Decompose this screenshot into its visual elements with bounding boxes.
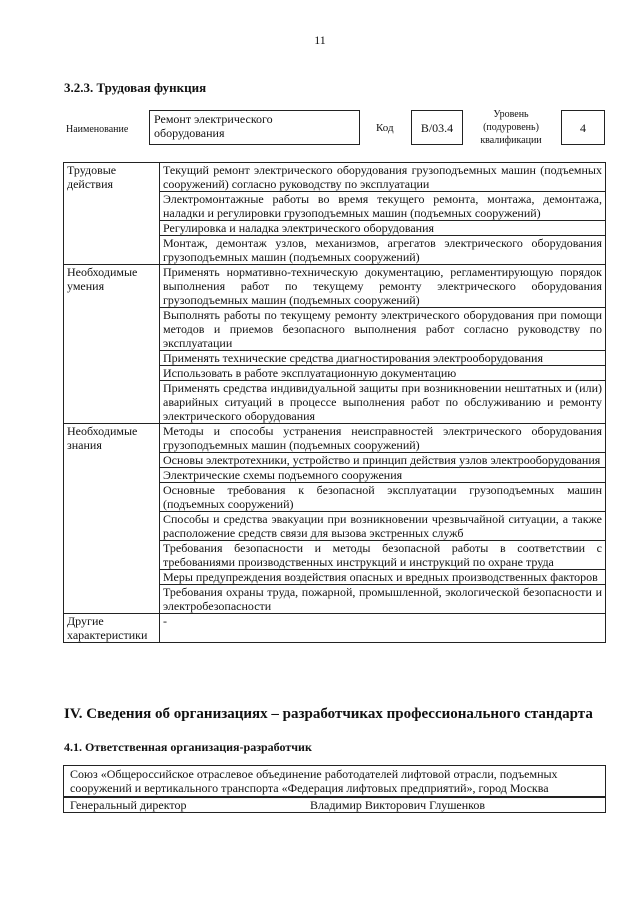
skills-label-cell — [64, 265, 160, 424]
level-value-box — [561, 110, 605, 145]
knowledge-item: Основные требования к безопасной эксплуатации грузоподъемных машин (подъемных сооружений) — [160, 483, 606, 512]
function-name-line1: Ремонт электрического — [154, 112, 273, 126]
level-label-line2: (подуровень) — [483, 122, 539, 133]
level-label-line1: Уровень — [493, 109, 529, 120]
skill-item: Применять средства индивидуальной защиты при возникновении нештатных и (или) аварийных ситуаций в процессе выполнения работ по обслуживанию и ремонту электрического оборудования — [160, 381, 606, 424]
action-item: Текущий ремонт электрического оборудования грузоподъемных машин (подъемных сооружений) согласно руководству по эксплуатации — [160, 163, 606, 192]
skill-item: Использовать в работе эксплуатационную документацию — [160, 366, 606, 381]
function-name-line2: оборудования — [154, 126, 225, 140]
table-row — [64, 614, 606, 643]
table-row — [64, 424, 606, 453]
skill-item: Применять технические средства диагностирования электрооборудования — [160, 351, 606, 366]
knowledge-item: Меры предупреждения воздействия опасных и вредных производственных факторов — [160, 570, 606, 585]
page-number: 11 — [314, 33, 326, 47]
signer-name: Владимир Викторович Глушенков — [310, 798, 486, 812]
name-label: Наименование — [66, 124, 129, 135]
signer-row — [63, 797, 606, 813]
level-label — [472, 108, 550, 147]
code-label: Код — [376, 122, 394, 134]
skill-item: Применять нормативно-техническую документацию, регламентирующую порядок выполнения работ по текущему ремонту электрического оборудования грузоподъемных машин (подъемных сооружений) — [160, 265, 606, 308]
action-item: Монтаж, демонтаж узлов, механизмов, агрегатов электрического оборудования грузоподъемных машин (подъемных сооружений) — [160, 236, 606, 265]
knowledge-label-line2: знания — [67, 438, 102, 452]
knowledge-label-cell — [64, 424, 160, 614]
actions-label-line2: действия — [67, 177, 114, 191]
code-value: B/03.4 — [420, 120, 454, 135]
labor-function-table — [63, 162, 606, 643]
knowledge-item: Методы и способы устранения неисправностей электрического оборудования грузоподъемных машин (подъемных сооружений) — [160, 424, 606, 453]
section-heading-iv: IV. Сведения об организациях – разработчиках профессионального стандарта — [64, 706, 593, 722]
table-row — [64, 163, 606, 192]
knowledge-item: Требования безопасности и методы безопасной работы в соответствии с требованиями производственных инструкций и инструкций по охране труда — [160, 541, 606, 570]
actions-label-cell — [64, 163, 160, 265]
knowledge-item: Способы и средства эвакуации при возникновении чрезвычайной ситуации, а также расположение средств связи для вызова экстренных служб — [160, 512, 606, 541]
action-item: Регулировка и наладка электрического оборудования — [160, 221, 606, 236]
level-label-line3: квалификации — [480, 135, 542, 146]
skills-label-line2: умения — [67, 279, 105, 293]
other-label-line1: Другие — [67, 614, 104, 628]
knowledge-item: Требования охраны труда, пожарной, промышленной, экологической безопасности и электробезопасности — [160, 585, 606, 614]
other-value: - — [160, 614, 606, 643]
other-label-line2: характеристики — [67, 628, 148, 642]
section-heading-4-1: 4.1. Ответственная организация-разработчик — [64, 740, 312, 754]
knowledge-item: Основы электротехники, устройство и принцип действия узлов электрооборудования — [160, 453, 606, 468]
function-name-box — [149, 110, 360, 145]
knowledge-item: Электрические схемы подъемного сооружения — [160, 468, 606, 483]
signer-title: Генеральный директор — [70, 798, 187, 812]
table-row — [64, 265, 606, 308]
skills-label-line1: Необходимые — [67, 265, 138, 279]
level-value: 4 — [580, 120, 586, 135]
actions-label-line1: Трудовые — [67, 163, 117, 177]
other-label-cell — [64, 614, 160, 643]
responsible-organization: Союз «Общероссийское отраслевое объединение работодателей лифтовой отрасли, подъемных сооружений и вертикального транспорта «Федерация лифтовых предприятий», город Москва — [63, 765, 606, 797]
knowledge-label-line1: Необходимые — [67, 424, 138, 438]
skill-item: Выполнять работы по текущему ремонту электрического оборудования при помощи методов и приемов безопасного выполнения работ согласно руководству по эксплуатации — [160, 308, 606, 351]
code-value-box — [411, 110, 463, 145]
section-heading-3-2-3: 3.2.3. Трудовая функция — [64, 80, 207, 95]
action-item: Электромонтажные работы во время текущего ремонта, монтажа, демонтажа, наладки и регулировки грузоподъемных машин (подъемных сооружений) — [160, 192, 606, 221]
